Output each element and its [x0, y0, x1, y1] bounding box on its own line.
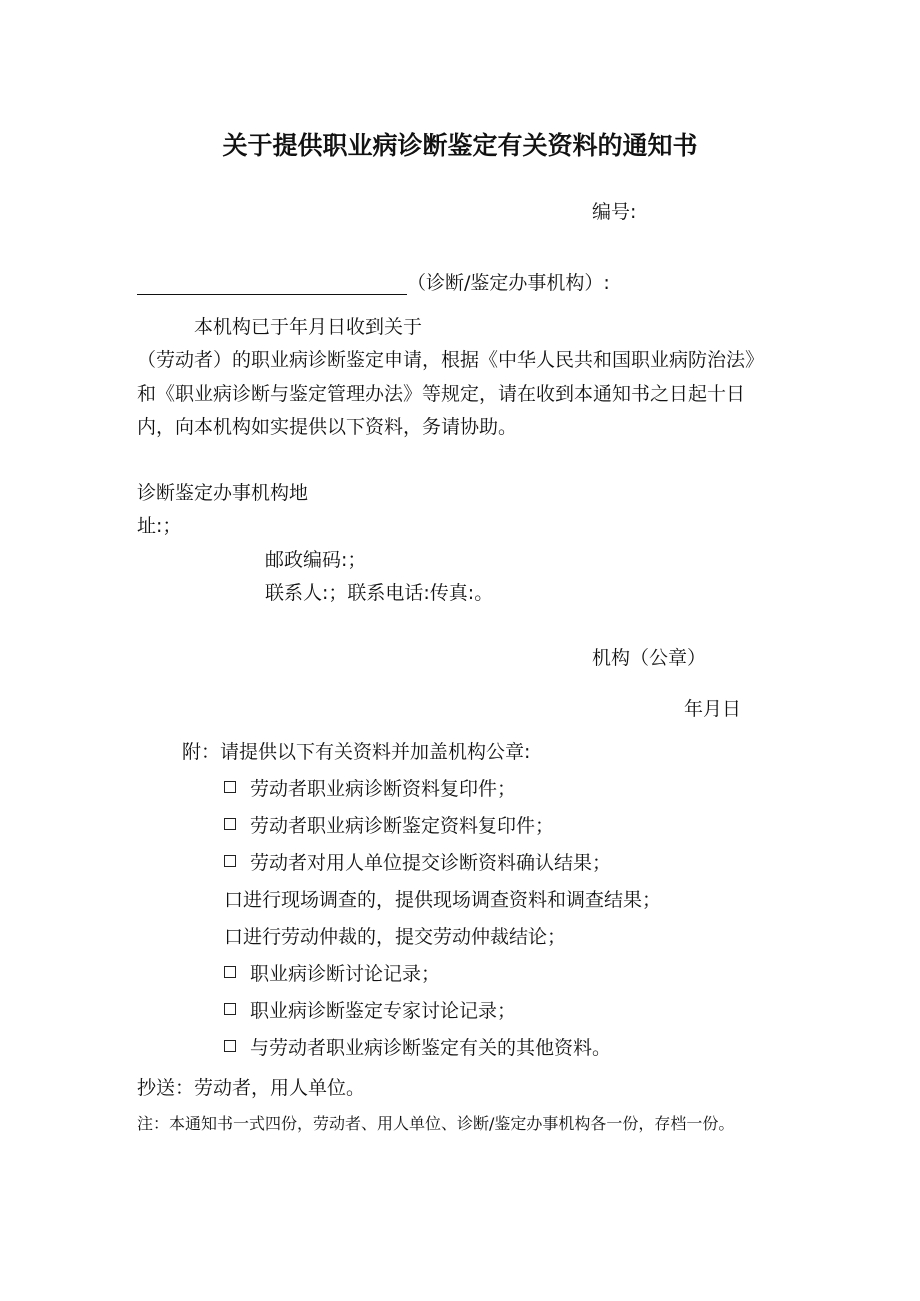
- attachment-item: 劳动者职业病诊断鉴定资料复印件；: [224, 814, 554, 838]
- attachment-item: 口进行现场调查的，提供现场调查资料和调查结果；: [224, 889, 662, 911]
- attachment-item: 职业病诊断鉴定专家讨论记录；: [224, 999, 516, 1023]
- checkbox-icon: [224, 781, 236, 793]
- document-title: 关于提供职业病诊断鉴定有关资料的通知书: [222, 131, 698, 160]
- checkbox-icon: [224, 966, 236, 978]
- recipient-suffix: （诊断/鉴定办事机构）:: [407, 272, 610, 294]
- checkbox-icon: [224, 855, 236, 867]
- cc-line: 抄送：劳动者，用人单位。: [137, 1077, 366, 1099]
- attachment-item: 与劳动者职业病诊断鉴定有关的其他资料。: [224, 1036, 611, 1060]
- attachment-item: 劳动者对用人单位提交诊断资料确认结果；: [224, 851, 611, 875]
- contact-phone-line: 联系人:；联系电话:传真:。: [265, 582, 494, 604]
- attachment-item: 口进行劳动仲裁的，提交劳动仲裁结论；: [224, 926, 567, 948]
- attachment-item: 职业病诊断讨论记录；: [224, 962, 440, 986]
- recipient-blank: [137, 274, 407, 295]
- checkbox-icon: [224, 1003, 236, 1015]
- body-line-1: 本机构已于年月日收到关于: [194, 316, 423, 338]
- checkbox-icon: [224, 818, 236, 830]
- footnote: 注：本通知书一式四份，劳动者、用人单位、诊断/鉴定办事机构各一份，存档一份。: [137, 1114, 735, 1133]
- signature-date: 年月日: [684, 698, 742, 720]
- body-line-2: （劳动者）的职业病诊断鉴定申请，根据《中华人民共和国职业病防治法》: [137, 349, 765, 371]
- address-line-1: 诊断鉴定办事机构地: [137, 482, 309, 504]
- address-line-2: 址:；: [137, 515, 182, 537]
- postal-code-line: 邮政编码:；: [265, 549, 367, 571]
- recipient-line: [137, 271, 610, 295]
- checkbox-icon: [224, 1040, 236, 1052]
- attachment-item: 劳动者职业病诊断资料复印件；: [224, 777, 516, 801]
- attachment-intro: 附：请提供以下有关资料并加盖机构公章:: [182, 741, 531, 763]
- body-line-4: 内，向本机构如实提供以下资料，务请协助。: [137, 416, 518, 438]
- body-line-3: 和《职业病诊断与鉴定管理办法》等规定，请在收到本通知书之日起十日: [137, 383, 746, 405]
- serial-number-label: 编号:: [592, 201, 637, 223]
- signature-org: 机构（公章）: [592, 647, 707, 669]
